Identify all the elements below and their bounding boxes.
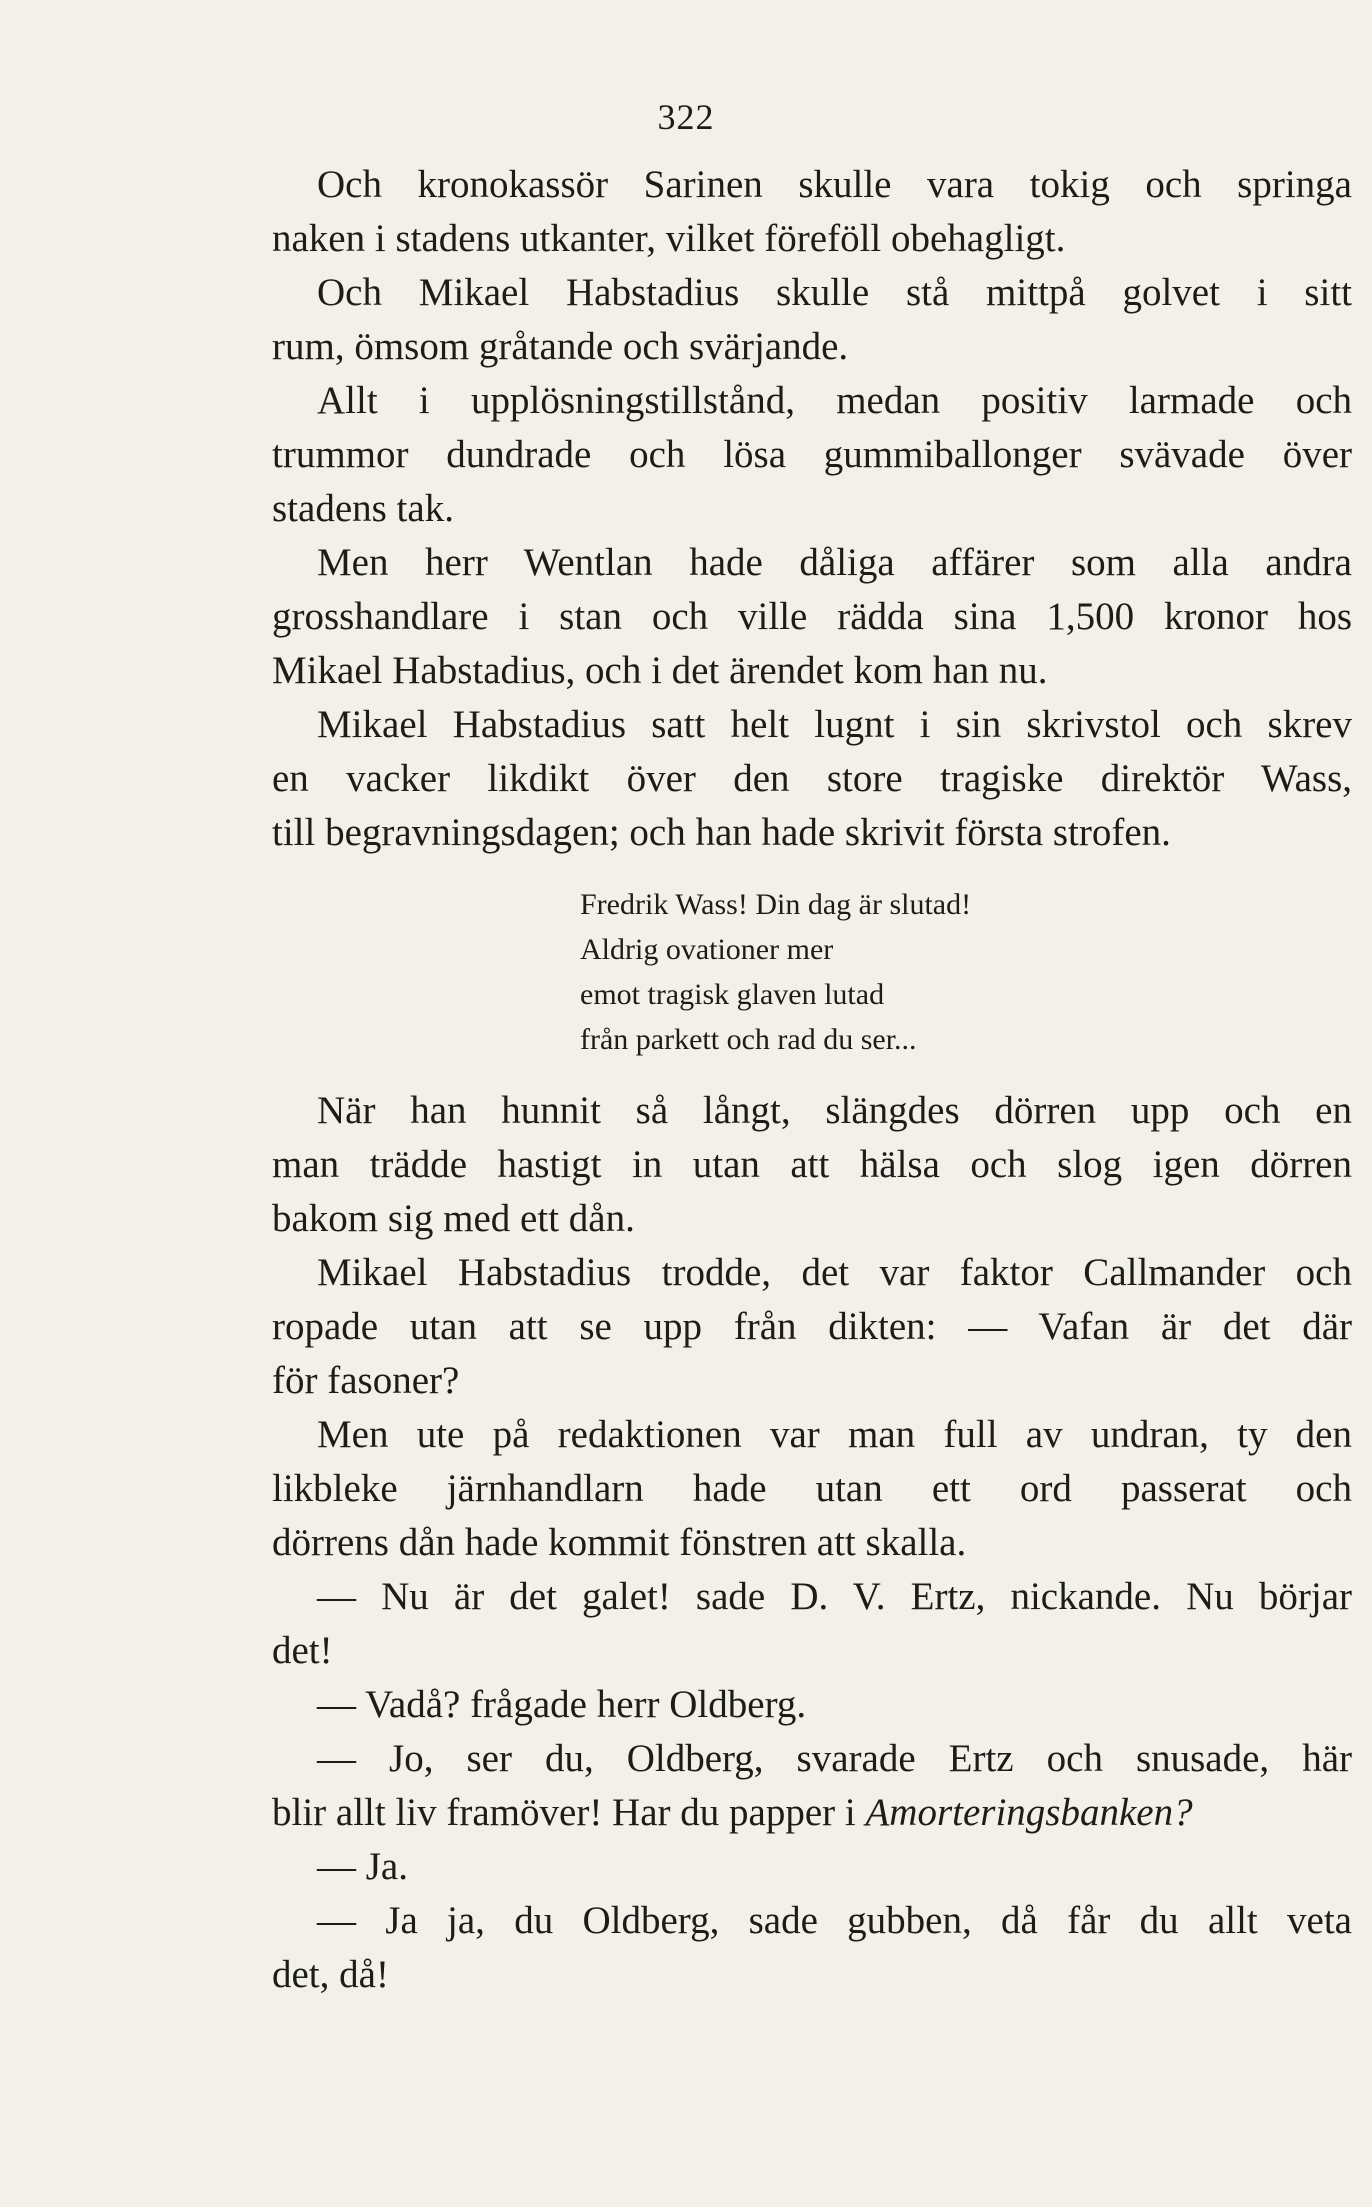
paragraph — [272, 266, 1352, 374]
text-line: Men ute på redaktionen var man full av undran, ty den — [317, 1413, 1352, 1456]
paragraph — [272, 1840, 1352, 1894]
text-line: Och kronokassör Sarinen skulle vara tokig och springa — [317, 163, 1352, 206]
text-line: stadens tak. — [272, 487, 454, 530]
text-line: Och Mikael Habstadius skulle stå mittpå golvet i sitt — [317, 271, 1352, 314]
text-line: naken i stadens utkanter, vilket föreföll obehagligt. — [272, 217, 1066, 260]
text-line: Allt i upplösningstillstånd, medan positiv larmade och — [317, 379, 1352, 422]
text-line: trummor dundrade och lösa gummiballonger svävade över — [272, 433, 1352, 476]
text-line: — Ja. — [317, 1845, 408, 1888]
italic-bank-name: Amorteringsbanken? — [865, 1791, 1193, 1834]
paragraph — [272, 158, 1352, 266]
paragraph — [272, 1084, 1352, 1246]
text-line: man trädde hastigt in utan att hälsa och slog igen dörren — [272, 1143, 1352, 1186]
text-line: en vacker likdikt över den store tragiske direktör Wass, — [272, 757, 1352, 800]
text-line: det, då! — [272, 1953, 389, 1996]
paragraph — [272, 1894, 1352, 2002]
text-line: — Jo, ser du, Oldberg, svarade Ertz och snusade, här — [317, 1737, 1352, 1780]
poem-line: Aldrig ovationer mer — [580, 933, 834, 966]
text-line: Mikael Habstadius satt helt lugnt i sin skrivstol och skrev — [317, 703, 1352, 746]
text-line: grosshandlare i stan och ville rädda sina 1,500 kronor hos — [272, 595, 1352, 638]
text-fragment: blir allt liv framöver! Har du papper i — [272, 1791, 866, 1834]
text-line: dörrens dån hade kommit fönstren att skalla. — [272, 1521, 967, 1564]
poem-line: från parkett och rad du ser... — [580, 1023, 917, 1056]
paragraph — [272, 1732, 1352, 1840]
paragraph — [272, 1246, 1352, 1408]
paragraph — [272, 698, 1352, 860]
text-line: Mikael Habstadius trodde, det var faktor Callmander och — [317, 1251, 1352, 1294]
text-line: för fasoner? — [272, 1359, 460, 1402]
text-line: Men herr Wentlan hade dåliga affärer som alla andra — [317, 541, 1352, 584]
text-line: rum, ömsom gråtande och svärjande. — [272, 325, 849, 368]
paragraph — [272, 1408, 1352, 1570]
text-line: — Ja ja, du Oldberg, sade gubben, då får du allt veta — [317, 1899, 1352, 1942]
text-line: det! — [272, 1629, 333, 1672]
body-text — [272, 158, 1352, 2002]
poem-stanza — [580, 882, 1352, 1062]
paragraph — [272, 1570, 1352, 1678]
poem-line: emot tragisk glaven lutad — [580, 978, 885, 1011]
text-line: — Vadå? frågade herr Oldberg. — [317, 1683, 807, 1726]
paragraph — [272, 374, 1352, 536]
text-line: likbleke järnhandlarn hade utan ett ord passerat och — [272, 1467, 1352, 1510]
text-line — [272, 1786, 1352, 1840]
page-number: 322 — [657, 97, 715, 137]
text-line: till begravningsdagen; och han hade skrivit första strofen. — [272, 811, 1171, 854]
text-line: När han hunnit så långt, slängdes dörren upp och en — [317, 1089, 1352, 1132]
text-line: — Nu är det galet! sade D. V. Ertz, nickande. Nu börjar — [317, 1575, 1352, 1618]
paragraph — [272, 536, 1352, 698]
text-line: ropade utan att se upp från dikten: — Vafan är det där — [272, 1305, 1352, 1348]
text-line: Mikael Habstadius, och i det ärendet kom han nu. — [272, 649, 1048, 692]
text-line: bakom sig med ett dån. — [272, 1197, 635, 1240]
paragraph — [272, 1678, 1352, 1732]
poem-line: Fredrik Wass! Din dag är slutad! — [580, 888, 972, 921]
